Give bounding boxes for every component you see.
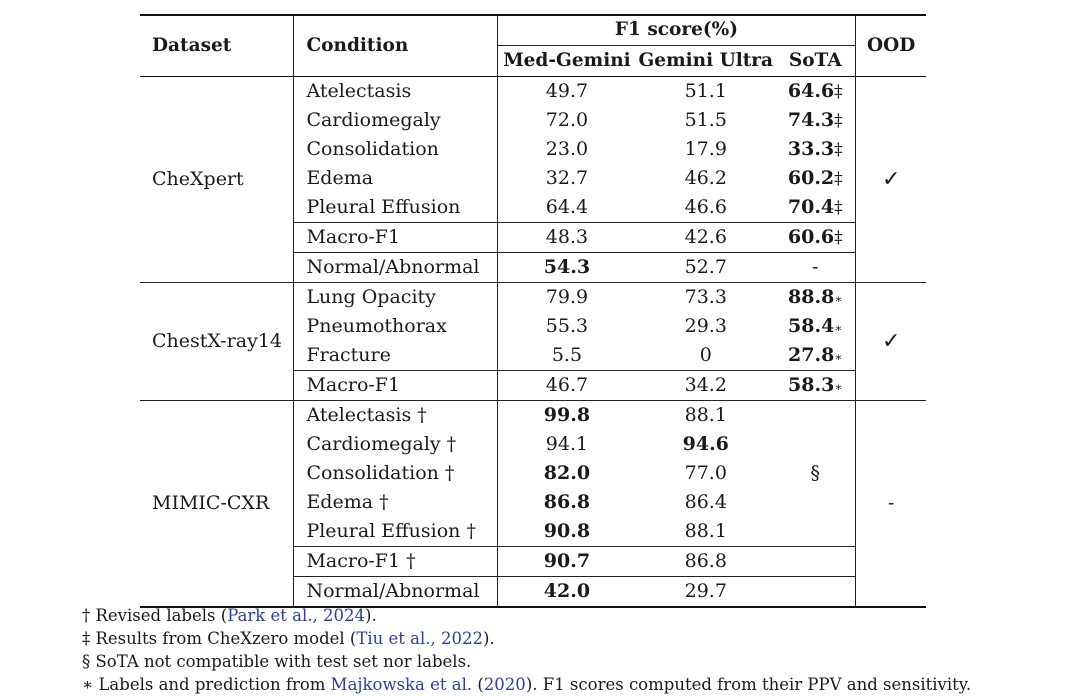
med-gemini-cell bbox=[497, 312, 636, 341]
gemini-ultra-cell-value: 77.0 bbox=[684, 462, 727, 484]
gemini-ultra-cell-value: 86.8 bbox=[684, 550, 727, 572]
med-gemini-cell-value: 82.0 bbox=[543, 462, 591, 484]
med-gemini-cell-value: 86.8 bbox=[543, 491, 591, 513]
sota-cell-mark: ‡ bbox=[834, 82, 843, 102]
gemini-ultra-cell bbox=[636, 517, 775, 547]
condition-cell: Atelectasis bbox=[294, 77, 497, 107]
header-ood: OOD bbox=[856, 15, 926, 77]
gemini-ultra-cell bbox=[636, 223, 775, 253]
sota-empty-cell bbox=[775, 577, 856, 608]
med-gemini-cell-value: 55.3 bbox=[545, 315, 589, 337]
condition-cell: Edema bbox=[294, 164, 497, 193]
gemini-ultra-cell bbox=[636, 547, 775, 577]
sota-cell bbox=[775, 77, 856, 107]
sota-empty-cell bbox=[775, 547, 856, 577]
gemini-ultra-cell bbox=[636, 283, 775, 313]
condition-cell: Normal/Abnormal bbox=[294, 253, 497, 283]
med-gemini-cell-value: 42.0 bbox=[543, 580, 591, 602]
med-gemini-cell-value: 79.9 bbox=[545, 286, 589, 308]
citation-link: Park et al., 2024 bbox=[227, 606, 366, 625]
condition-cell: Pleural Effusion bbox=[294, 193, 497, 223]
med-gemini-cell-value: 90.7 bbox=[543, 550, 591, 572]
gemini-ultra-cell bbox=[636, 488, 775, 517]
med-gemini-cell bbox=[497, 193, 636, 223]
sota-cell-value: 58.4 bbox=[788, 315, 835, 337]
med-gemini-cell-value: 90.8 bbox=[543, 520, 591, 542]
footnote-line: § SoTA not compatible with test set nor labels. bbox=[82, 652, 472, 671]
condition-cell: Atelectasis † bbox=[294, 401, 497, 431]
footnote-line: ∗ Labels and prediction from Majkowska et al. (2020). F1 scores computed from their PPV and sensitivity. bbox=[82, 675, 972, 694]
gemini-ultra-cell-value: 94.6 bbox=[682, 433, 729, 455]
condition-cell: Consolidation † bbox=[294, 459, 497, 488]
gemini-ultra-cell bbox=[636, 253, 775, 283]
condition-cell: Normal/Abnormal bbox=[294, 577, 497, 608]
condition-cell: Pneumothorax bbox=[294, 312, 497, 341]
med-gemini-cell-value: 54.3 bbox=[543, 256, 591, 278]
footnote-line: ‡ Results from CheXzero model (Tiu et al., 2022). bbox=[82, 629, 495, 648]
ood-cell: ✓ bbox=[856, 77, 926, 283]
med-gemini-cell bbox=[497, 577, 636, 608]
sota-cell-value: 64.6 bbox=[787, 80, 835, 102]
gemini-ultra-cell bbox=[636, 164, 775, 193]
gemini-ultra-cell-value: 0 bbox=[699, 344, 712, 366]
gemini-ultra-cell-value: 52.7 bbox=[684, 256, 727, 278]
sota-cell-value: - bbox=[812, 256, 819, 278]
med-gemini-cell-value: 49.7 bbox=[545, 80, 589, 102]
gemini-ultra-cell-value: 51.1 bbox=[684, 80, 727, 102]
med-gemini-cell bbox=[497, 283, 636, 313]
med-gemini-cell-value: 94.1 bbox=[545, 433, 589, 455]
med-gemini-cell bbox=[497, 488, 636, 517]
sota-cell-mark: ‡ bbox=[834, 111, 843, 131]
med-gemini-cell bbox=[497, 401, 636, 431]
citation-link: Tiu et al., 2022 bbox=[356, 629, 484, 648]
sota-cell-mark: ‡ bbox=[834, 140, 843, 160]
gemini-ultra-cell bbox=[636, 77, 775, 107]
gemini-ultra-cell bbox=[636, 430, 775, 459]
gemini-ultra-cell-value: 86.4 bbox=[684, 491, 727, 513]
med-gemini-cell-value: 23.0 bbox=[545, 138, 589, 160]
gemini-ultra-cell-value: 88.1 bbox=[684, 520, 727, 542]
med-gemini-cell bbox=[497, 517, 636, 547]
gemini-ultra-cell bbox=[636, 106, 775, 135]
citation-link: Majkowska et al. bbox=[330, 675, 473, 694]
condition-cell: Fracture bbox=[294, 341, 497, 371]
med-gemini-cell bbox=[497, 253, 636, 283]
sota-cell-mark: ‡ bbox=[834, 198, 843, 218]
gemini-ultra-cell-value: 46.6 bbox=[684, 196, 727, 218]
sota-cell-mark: ‡ bbox=[834, 228, 843, 248]
sota-cell bbox=[775, 164, 856, 193]
header-med-gemini: Med-Gemini bbox=[497, 46, 636, 77]
header-dataset: Dataset bbox=[140, 15, 294, 77]
sota-cell-value: 70.4 bbox=[787, 196, 835, 218]
sota-cell-value: 88.8 bbox=[788, 286, 835, 308]
table-row bbox=[140, 77, 926, 107]
sota-cell bbox=[775, 283, 856, 313]
gemini-ultra-cell bbox=[636, 312, 775, 341]
gemini-ultra-cell-value: 29.7 bbox=[684, 580, 727, 602]
sota-cell bbox=[775, 223, 856, 253]
results-table bbox=[140, 14, 926, 608]
ood-cell: - bbox=[856, 401, 926, 608]
gemini-ultra-cell-value: 51.5 bbox=[684, 109, 727, 131]
sota-cell bbox=[775, 253, 856, 283]
sota-cell-value: 33.3 bbox=[787, 138, 835, 160]
gemini-ultra-cell-value: 73.3 bbox=[684, 286, 727, 308]
med-gemini-cell bbox=[497, 223, 636, 253]
citation-link: 2020 bbox=[483, 675, 526, 694]
sota-cell-value: 60.6 bbox=[787, 226, 835, 248]
gemini-ultra-cell bbox=[636, 371, 775, 401]
sota-cell-value: 27.8 bbox=[788, 344, 835, 366]
condition-cell: Macro-F1 † bbox=[294, 547, 497, 577]
gemini-ultra-cell-value: 17.9 bbox=[684, 138, 727, 160]
med-gemini-cell-value: 72.0 bbox=[545, 109, 589, 131]
sota-cell bbox=[775, 135, 856, 164]
med-gemini-cell-value: 64.4 bbox=[545, 196, 589, 218]
med-gemini-cell bbox=[497, 430, 636, 459]
ood-cell: ✓ bbox=[856, 283, 926, 401]
sota-cell-value: 60.2 bbox=[787, 167, 835, 189]
header-condition: Condition bbox=[294, 15, 497, 77]
med-gemini-cell bbox=[497, 106, 636, 135]
sota-cell-mark: ∗ bbox=[834, 292, 843, 306]
sota-cell bbox=[775, 341, 856, 371]
gemini-ultra-cell-value: 29.3 bbox=[684, 315, 727, 337]
med-gemini-cell-value: 5.5 bbox=[551, 344, 583, 366]
table-row bbox=[140, 283, 926, 313]
gemini-ultra-cell-value: 34.2 bbox=[684, 374, 727, 396]
table-row bbox=[140, 401, 926, 431]
condition-cell: Edema † bbox=[294, 488, 497, 517]
med-gemini-cell bbox=[497, 164, 636, 193]
condition-cell: Cardiomegaly bbox=[294, 106, 497, 135]
med-gemini-cell-value: 48.3 bbox=[545, 226, 589, 248]
med-gemini-cell bbox=[497, 341, 636, 371]
sota-cell bbox=[775, 106, 856, 135]
condition-cell: Pleural Effusion † bbox=[294, 517, 497, 547]
med-gemini-cell-value: 99.8 bbox=[543, 404, 591, 426]
footnote-line: † Revised labels (Park et al., 2024). bbox=[82, 606, 377, 625]
header-sota: SoTA bbox=[775, 46, 856, 77]
gemini-ultra-cell bbox=[636, 577, 775, 608]
med-gemini-cell bbox=[497, 135, 636, 164]
sota-cell-mark: ∗ bbox=[834, 321, 843, 335]
header-f1-group: F1 score(%) bbox=[497, 15, 856, 46]
gemini-ultra-cell bbox=[636, 193, 775, 223]
gemini-ultra-cell bbox=[636, 135, 775, 164]
condition-cell: Macro-F1 bbox=[294, 223, 497, 253]
sota-merged-cell: § bbox=[775, 401, 856, 547]
med-gemini-cell-value: 32.7 bbox=[545, 167, 589, 189]
dataset-cell: ChestX-ray14 bbox=[140, 283, 294, 401]
gemini-ultra-cell-value: 42.6 bbox=[684, 226, 727, 248]
condition-cell: Macro-F1 bbox=[294, 371, 497, 401]
sota-cell-value: 74.3 bbox=[787, 109, 835, 131]
med-gemini-cell bbox=[497, 77, 636, 107]
gemini-ultra-cell bbox=[636, 401, 775, 431]
condition-cell: Consolidation bbox=[294, 135, 497, 164]
sota-cell bbox=[775, 193, 856, 223]
med-gemini-cell bbox=[497, 547, 636, 577]
sota-cell-mark: ∗ bbox=[834, 350, 843, 364]
sota-cell-value: 58.3 bbox=[788, 374, 835, 396]
sota-cell-mark: ∗ bbox=[834, 380, 843, 394]
condition-cell: Lung Opacity bbox=[294, 283, 497, 313]
header-gemini-ultra: Gemini Ultra bbox=[636, 46, 775, 77]
gemini-ultra-cell bbox=[636, 341, 775, 371]
dataset-cell: CheXpert bbox=[140, 77, 294, 283]
med-gemini-cell bbox=[497, 459, 636, 488]
sota-cell-mark: ‡ bbox=[834, 169, 843, 189]
sota-cell bbox=[775, 312, 856, 341]
gemini-ultra-cell bbox=[636, 459, 775, 488]
sota-cell bbox=[775, 371, 856, 401]
med-gemini-cell bbox=[497, 371, 636, 401]
footnotes bbox=[82, 604, 1072, 696]
dataset-cell: MIMIC-CXR bbox=[140, 401, 294, 608]
gemini-ultra-cell-value: 88.1 bbox=[684, 404, 727, 426]
med-gemini-cell-value: 46.7 bbox=[545, 374, 589, 396]
gemini-ultra-cell-value: 46.2 bbox=[684, 167, 727, 189]
condition-cell: Cardiomegaly † bbox=[294, 430, 497, 459]
